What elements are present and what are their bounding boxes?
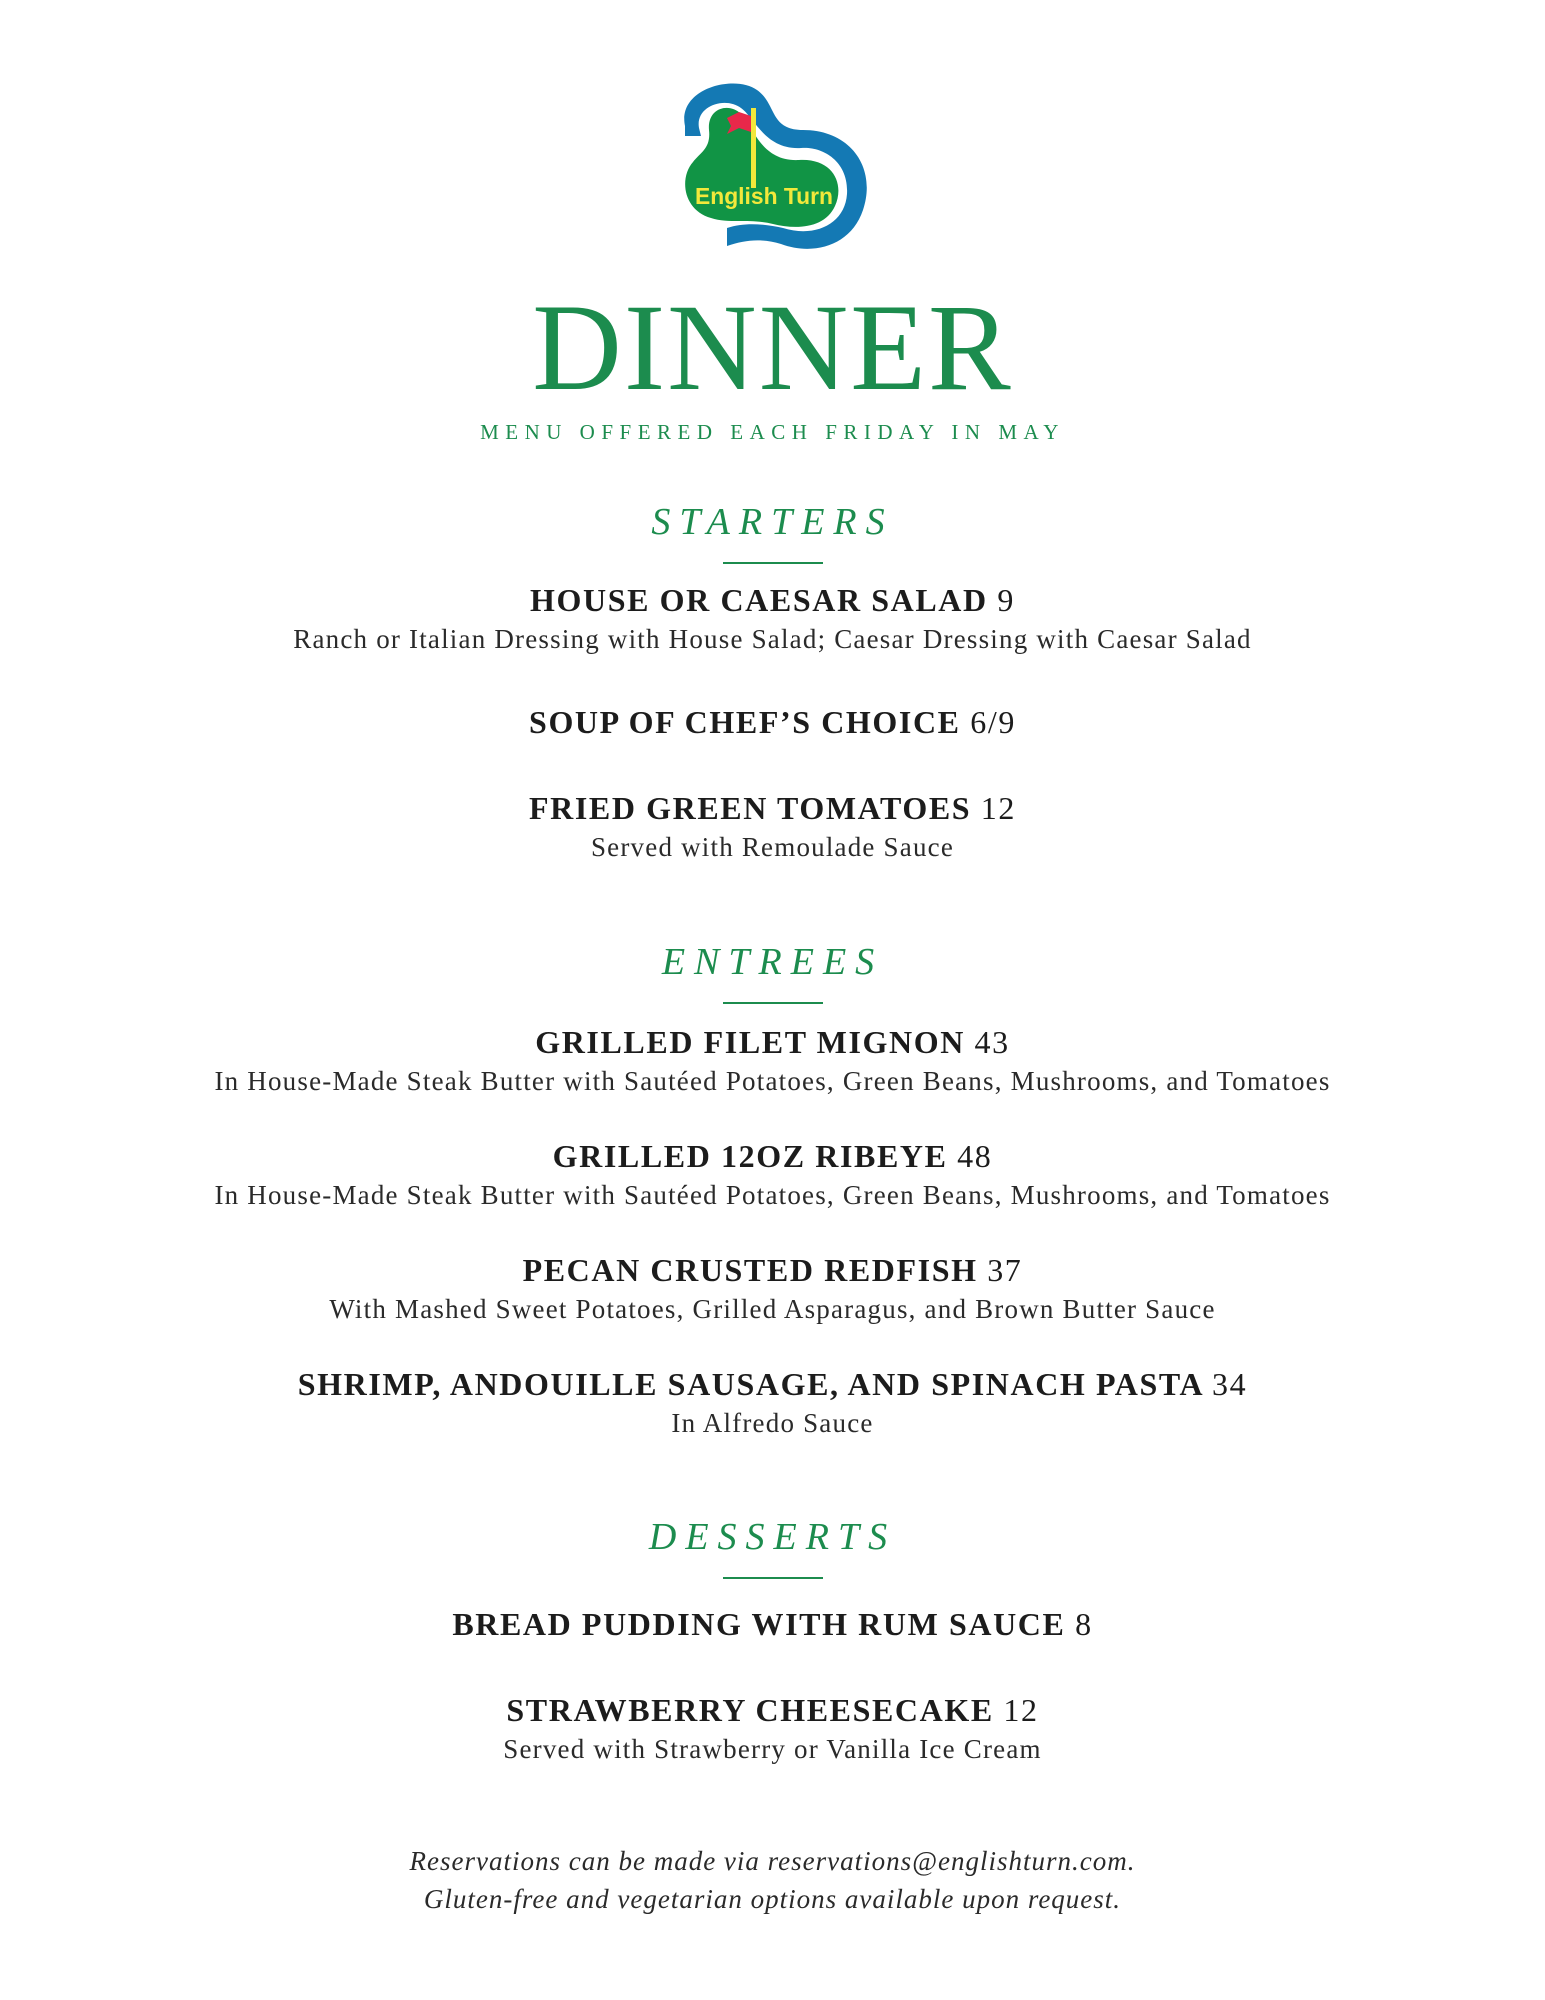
- menu-item: [0, 788, 1545, 866]
- section-title-desserts: DESSERTS: [648, 1516, 897, 1558]
- section-title-starters: STARTERS: [651, 501, 894, 543]
- item-name: GRILLED FILET MIGNON: [535, 1024, 965, 1060]
- item-description: With Mashed Sweet Potatoes, Grilled Asparagus, and Brown Butter Sauce: [329, 1294, 1216, 1324]
- item-price: 6/9: [970, 704, 1016, 740]
- item-description: In House-Made Steak Butter with Sautéed Potatoes, Green Beans, Mushrooms, and Tomatoes: [214, 1066, 1331, 1096]
- item-name: SOUP OF CHEF’S CHOICE: [529, 704, 961, 740]
- item-price: 12: [980, 790, 1016, 826]
- item-name: HOUSE OR CAESAR SALAD: [530, 582, 988, 618]
- item-price: 34: [1212, 1366, 1248, 1402]
- item-description: In House-Made Steak Butter with Sautéed Potatoes, Green Beans, Mushrooms, and Tomatoes: [214, 1180, 1331, 1210]
- menu-item: [0, 1136, 1545, 1214]
- item-price: 37: [987, 1252, 1023, 1288]
- footer-dietary: Gluten-free and vegetarian options available upon request.: [423, 1884, 1122, 1914]
- section-divider: [723, 1002, 823, 1004]
- item-name: GRILLED 12OZ RIBEYE: [552, 1138, 948, 1174]
- item-name: STRAWBERRY CHEESECAKE: [506, 1692, 994, 1728]
- item-description: Served with Remoulade Sauce: [590, 832, 955, 862]
- item-description: Served with Strawberry or Vanilla Ice Cream: [503, 1734, 1042, 1764]
- item-price: 48: [957, 1138, 993, 1174]
- page-subtitle: MENU OFFERED EACH FRIDAY IN MAY: [480, 420, 1065, 444]
- menu-item: [0, 1022, 1545, 1100]
- item-price: 43: [974, 1024, 1010, 1060]
- item-name: SHRIMP, ANDOUILLE SAUSAGE, AND SPINACH PASTA: [297, 1366, 1203, 1402]
- page-title: DINNER: [532, 279, 1013, 416]
- item-price: 9: [997, 582, 1015, 618]
- footer-note: [0, 1842, 1545, 1918]
- item-name: PECAN CRUSTED REDFISH: [522, 1252, 978, 1288]
- item-name: BREAD PUDDING WITH RUM SAUCE: [452, 1606, 1066, 1642]
- english-turn-logo: [665, 78, 875, 258]
- menu-item: [0, 1250, 1545, 1328]
- menu-item: [0, 702, 1545, 742]
- item-description: In Alfredo Sauce: [671, 1408, 874, 1438]
- menu-item: [0, 1364, 1545, 1442]
- item-name: FRIED GREEN TOMATOES: [529, 790, 972, 826]
- menu-item: [0, 580, 1545, 658]
- logo-wordmark: English Turn: [695, 183, 833, 209]
- menu-item: [0, 1604, 1545, 1644]
- menu-item: [0, 1690, 1545, 1768]
- section-title-entrees: ENTREES: [661, 941, 884, 983]
- section-divider: [723, 562, 823, 564]
- item-description: Ranch or Italian Dressing with House Salad; Caesar Dressing with Caesar Salad: [293, 624, 1252, 654]
- section-divider: [723, 1577, 823, 1579]
- item-price: 8: [1075, 1606, 1093, 1642]
- item-price: 12: [1003, 1692, 1039, 1728]
- footer-reservations: Reservations can be made via reservations@englishturn.com.: [409, 1846, 1136, 1876]
